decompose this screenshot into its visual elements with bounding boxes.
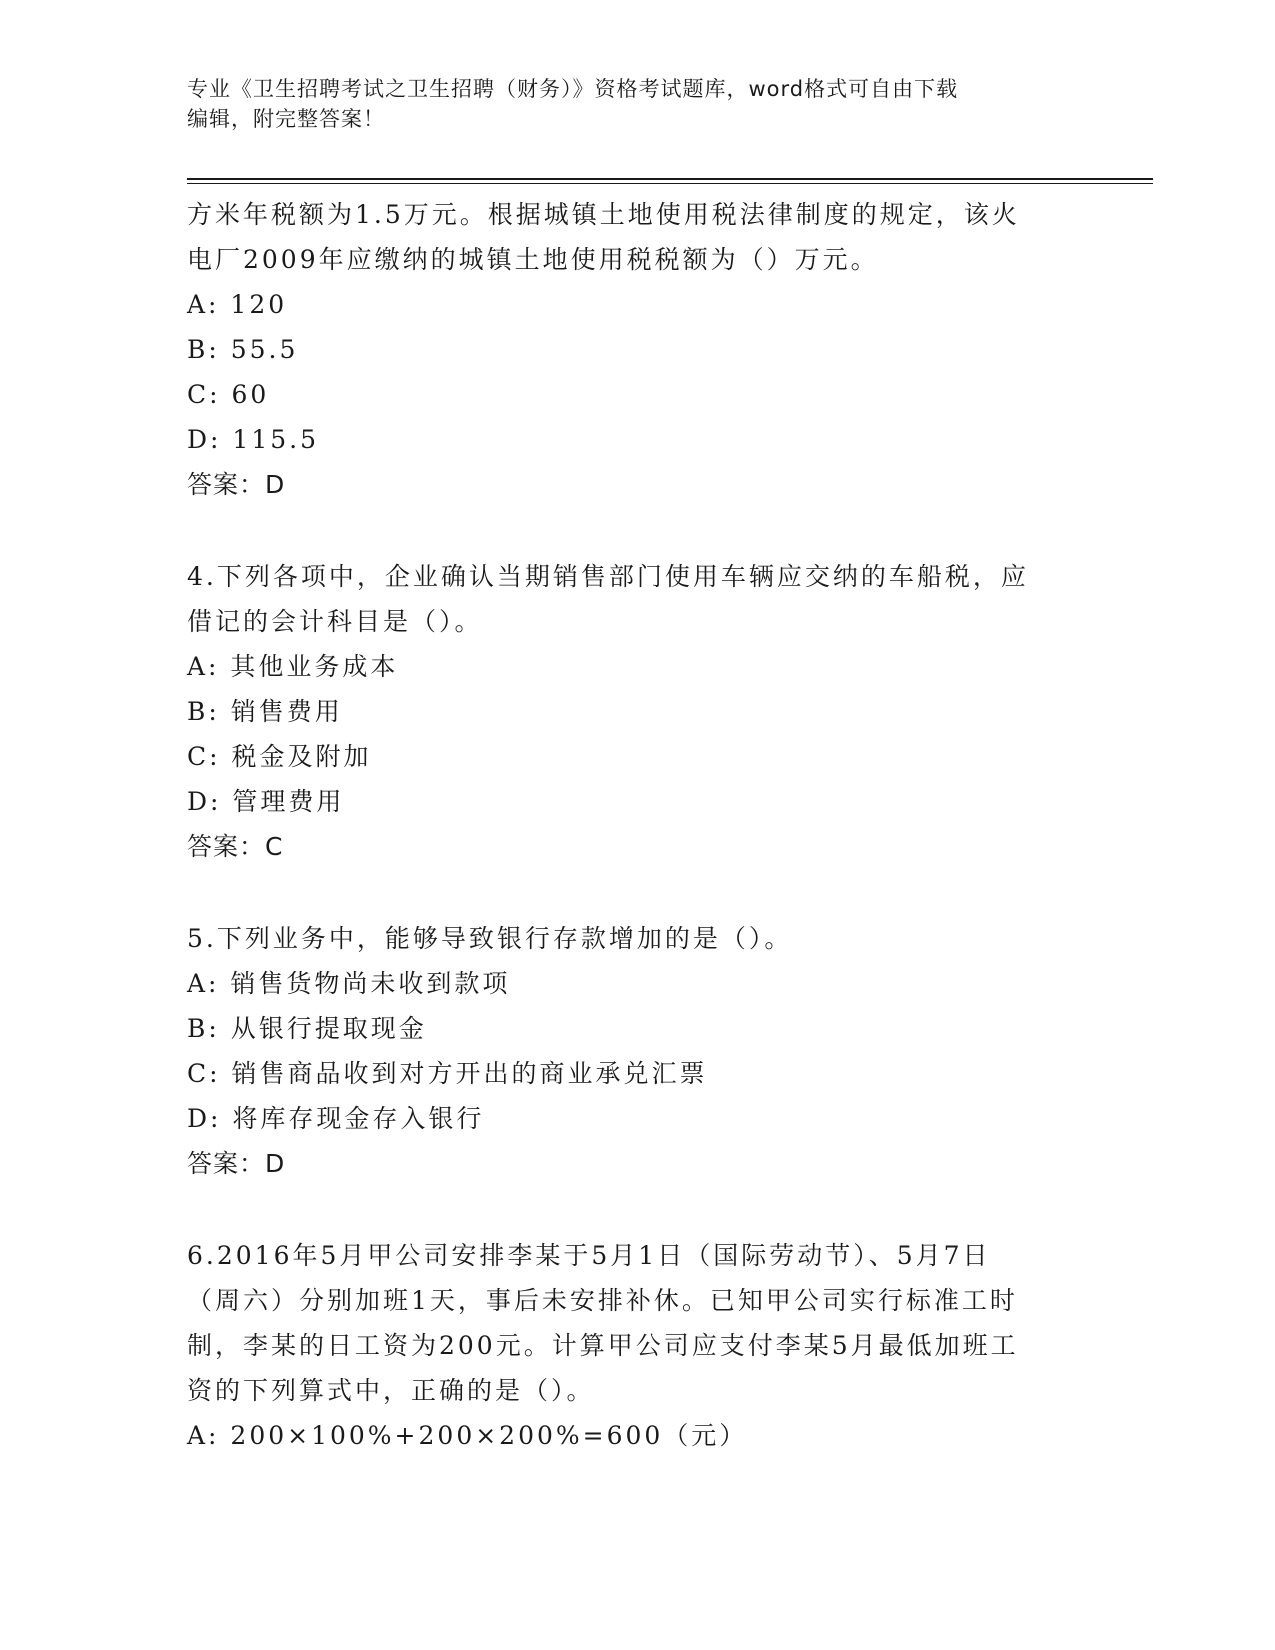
- question-stem-line: 方米年税额为1.5万元。根据城镇土地使用税法律制度的规定，该火: [187, 200, 1020, 229]
- question-stem-line: 制，李某的日工资为200元。计算甲公司应支付李某5月最低加班工: [187, 1331, 1019, 1360]
- answer-line: 答案：D: [187, 470, 286, 499]
- question-block: [187, 1233, 1087, 1458]
- question-spacer: [187, 1186, 1087, 1233]
- question-stem-line: 4.下列各项中，企业确认当期销售部门使用车辆应交纳的车船税，应: [187, 562, 1029, 591]
- option-c: C: 销售商品收到对方开出的商业承兑汇票: [187, 1059, 708, 1088]
- option-a: A: 120: [187, 290, 288, 319]
- option-b: B: 销售费用: [187, 697, 343, 726]
- header-line-2: 编辑，附完整答案！: [187, 107, 385, 131]
- option-d: D: 115.5: [187, 425, 319, 454]
- option-c: C: 税金及附加: [187, 742, 372, 771]
- option-d: D: 将库存现金存入银行: [187, 1104, 485, 1133]
- document-header: [187, 74, 1087, 134]
- question-stem-line: 电厂2009年应缴纳的城镇土地使用税税额为（）万元。: [187, 245, 879, 274]
- header-divider-thin: [187, 183, 1153, 184]
- answer-line: 答案：D: [187, 1149, 286, 1178]
- option-d: D: 管理费用: [187, 787, 345, 816]
- option-a: A: 200×100%+200×200%=600（元）: [187, 1421, 748, 1450]
- option-a: A: 其他业务成本: [187, 652, 399, 681]
- option-c: C: 60: [187, 380, 270, 409]
- question-stem-line: 资的下列算式中，正确的是（）。: [187, 1376, 595, 1405]
- header-line-1: 专业《卫生招聘考试之卫生招聘（财务）》资格考试题库，word格式可自由下载: [187, 77, 959, 101]
- question-block: [187, 192, 1087, 507]
- option-b: B: 从银行提取现金: [187, 1014, 427, 1043]
- option-a: A: 销售货物尚未收到款项: [187, 969, 511, 998]
- answer-line: 答案：C: [187, 832, 284, 861]
- question-block: [187, 554, 1087, 869]
- question-stem-line: （周六）分别加班1天，事后未安排补休。已知甲公司实行标准工时: [187, 1286, 1018, 1315]
- question-spacer: [187, 869, 1087, 916]
- question-stem-line: 借记的会计科目是（）。: [187, 607, 483, 636]
- option-b: B: 55.5: [187, 335, 299, 364]
- header-divider-thick: [187, 178, 1153, 180]
- question-spacer: [187, 507, 1087, 554]
- question-list: [187, 192, 1087, 1458]
- question-stem-line: 6.2016年5月甲公司安排李某于5月1日（国际劳动节）、5月7日: [187, 1241, 991, 1270]
- question-block: [187, 916, 1087, 1186]
- question-stem-line: 5.下列业务中，能够导致银行存款增加的是（）。: [187, 924, 793, 953]
